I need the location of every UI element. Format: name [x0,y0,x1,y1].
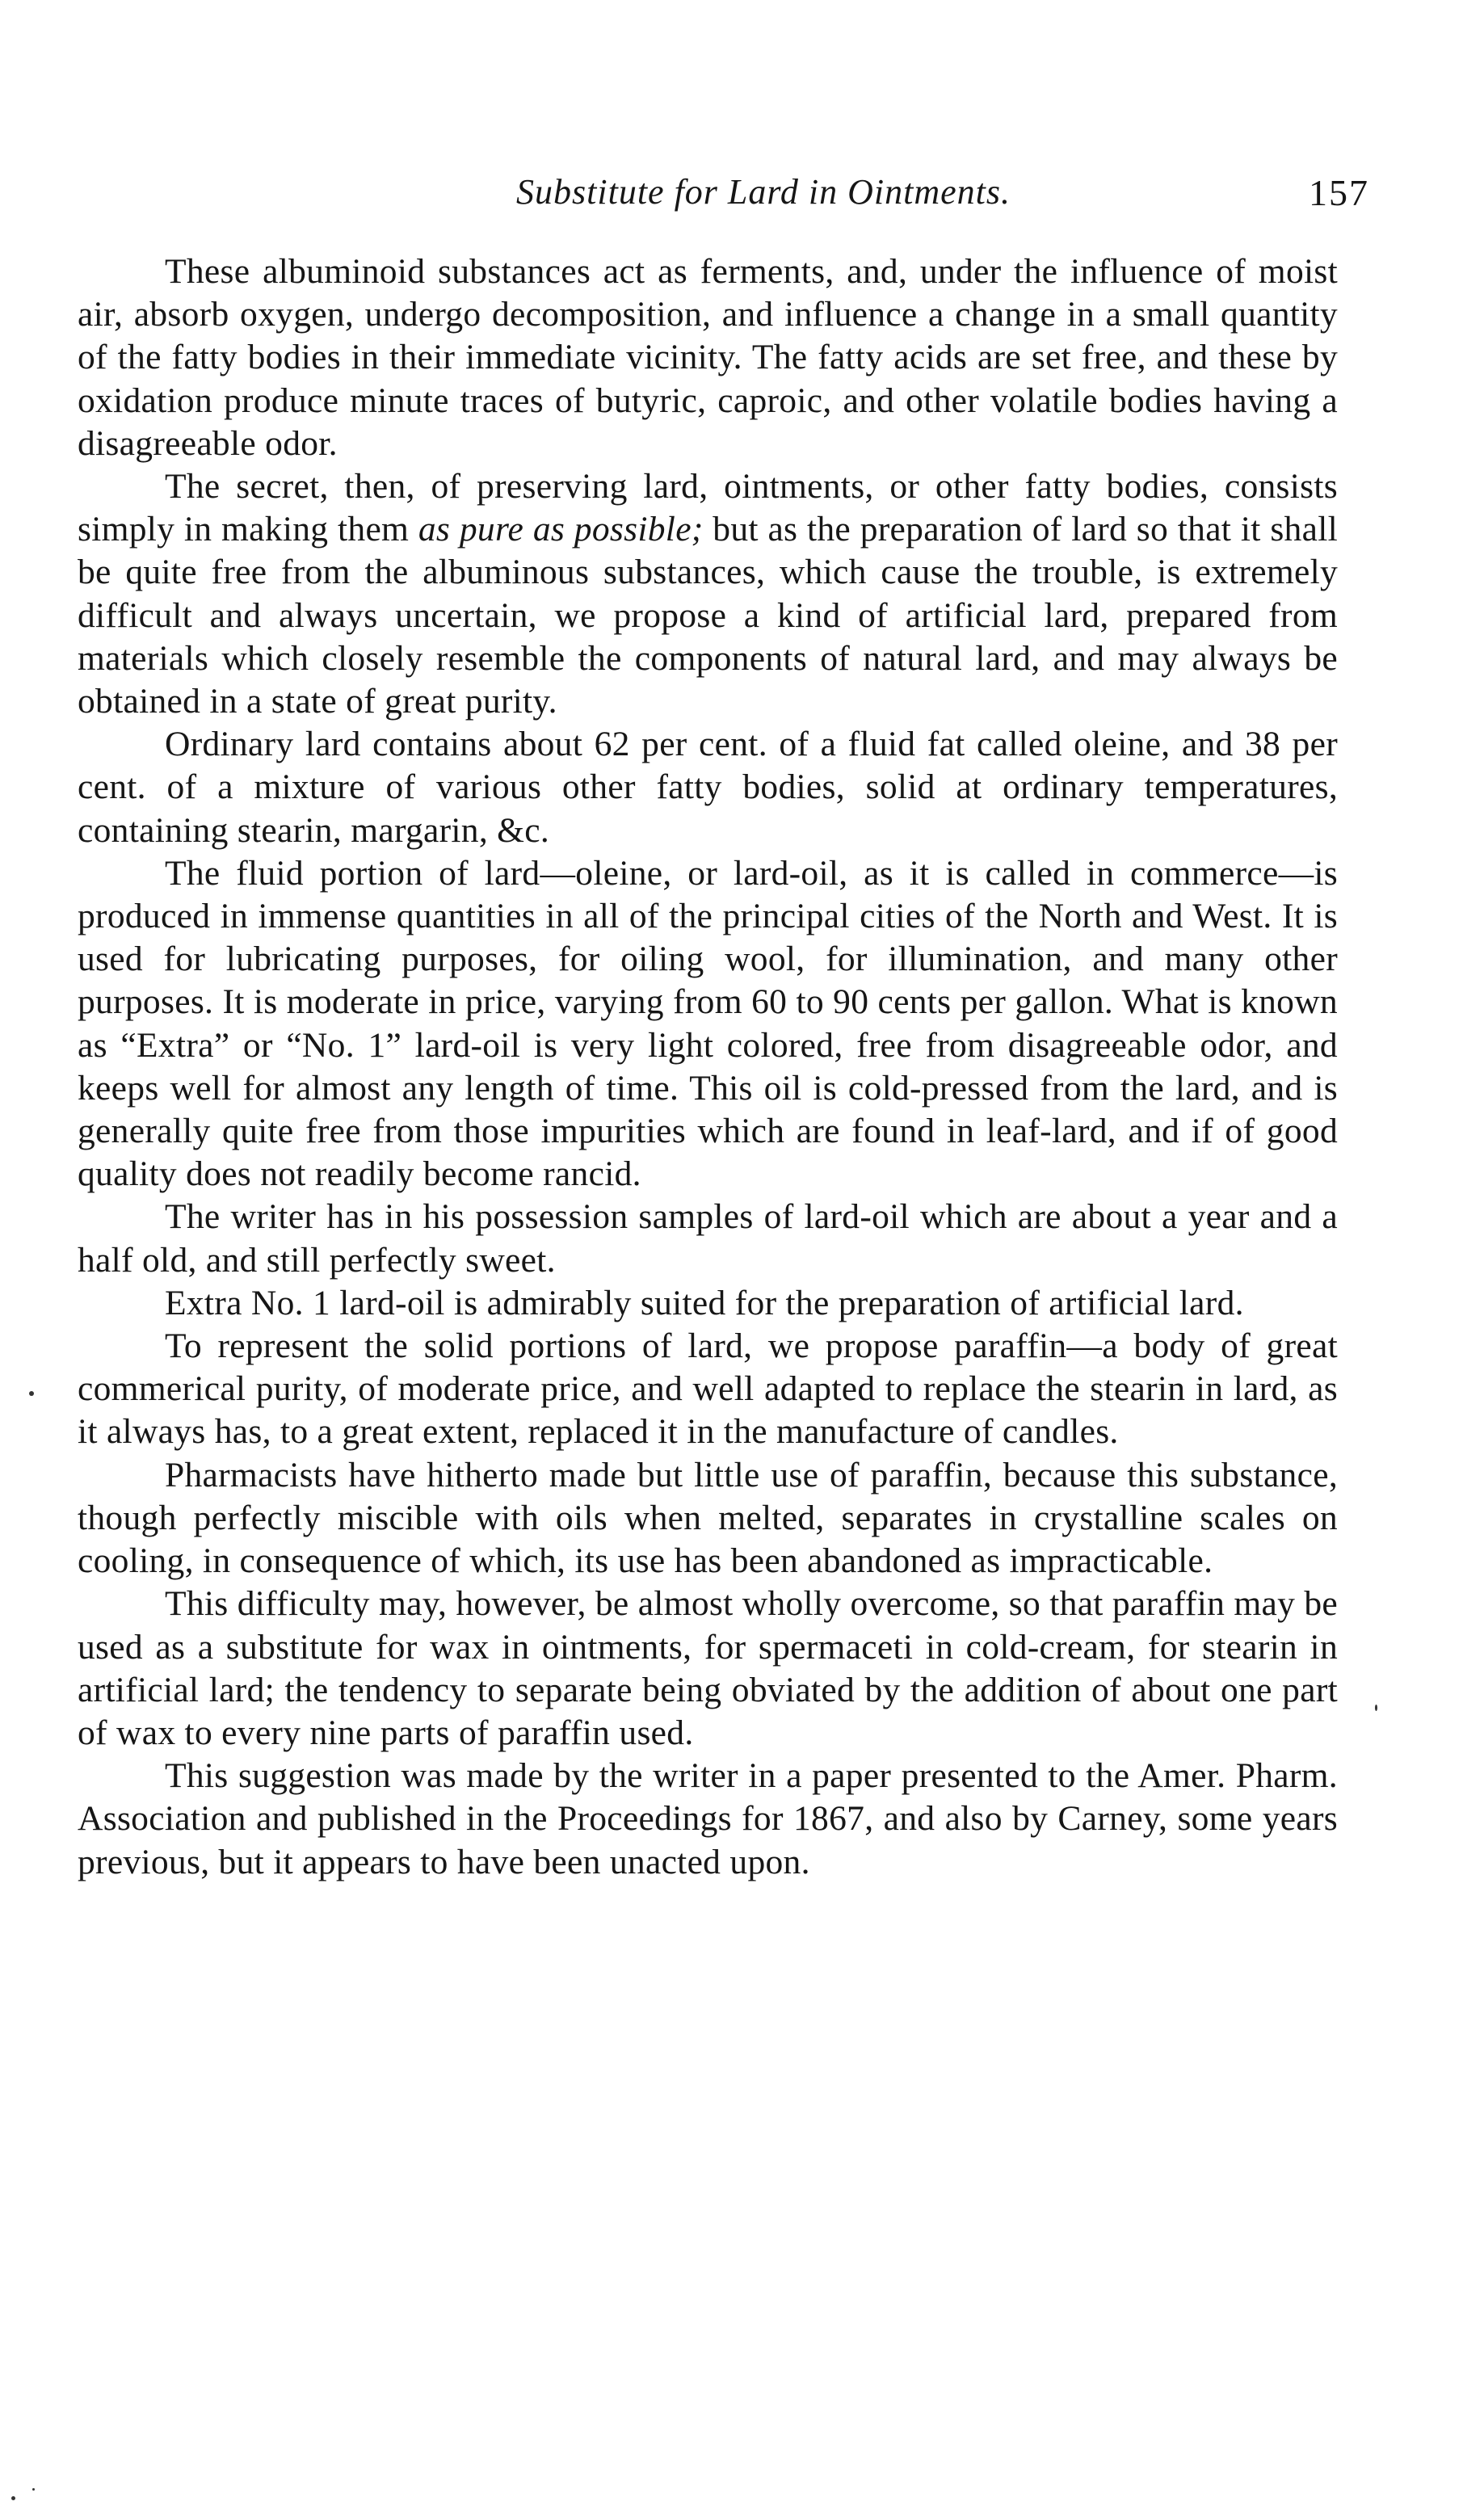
scan-speck [1375,1705,1377,1711]
paragraph-suggestion: This suggestion was made by the writer in a paper presented to the Amer. Pharm. Association and published in the Proceedings for 1867, and also by Carney, some years previous, but it appears to have been unacted upon. [78,1756,1338,1881]
emphasis-pure-as-possible: as pure as possible; [418,510,704,549]
page-number: 157 [1309,172,1369,213]
scan-speck [32,2488,35,2491]
paragraph-preserving-lard [78,465,1338,723]
paragraph-text-after-emphasis: but as the preparation of lard so that it shall be quite free from the albuminous substances, which cause the trouble, is extremely difficult and always uncertain, we propose a kind of artificial lard, prepared from materials which closely resemble the components of natural lard, and may always be obtained in a state of great purity. [78,510,1338,721]
paragraph-extra-no-1: Extra No. 1 lard-oil is admirably suited for the preparation of artificial lard. [165,1283,1244,1322]
paragraph-lard-oil: The fluid portion of lard—oleine, or lard-oil, as it is called in commerce—is produced in immense quantities in all of the principal cities of the North and West. It is used for lubricating purposes, for oiling wool, for illumination, and many other purposes. It is moderate in price, varying from 60 to 90 cents per gallon. What is known as “Extra” or “No. 1” lard-oil is very light colored, free from disagreeable odor, and keeps well for almost any length of time. This oil is cold-pressed from the lard, and is generally quite free from those impurities which are found in leaf-lard, and if of good quality does not readily become rancid. [78,853,1338,1194]
paragraph-paraffin: To represent the solid portions of lard, we propose paraffin—a body of great commerical purity, of moderate price, and well adapted to replace the stearin in lard, as it always has, to a great extent, replaced it in the manufacture of candles. [78,1326,1338,1452]
running-title: Substitute for Lard in Ointments. [516,172,1011,212]
paragraph-text-before-emphasis: The secret, then, of preserving lard, ointments, or other fatty bodies, consists simply in making them [78,467,1338,549]
running-head [158,171,1369,236]
paragraph-samples: The writer has in his possession samples of lard-oil which are about a year and a half old, and still perfectly sweet. [78,1197,1338,1280]
paragraph-ordinary-lard: Ordinary lard contains about 62 per cent. of a fluid fat called oleine, and 38 per cent. of a mixture of various other fatty bodies, solid at ordinary temperatures, containing stearin, margarin, &c. [78,725,1338,850]
scan-speck [11,2496,15,2500]
scan-speck [29,1391,34,1396]
body-text [78,250,1338,1884]
paragraph-difficulty: This difficulty may, however, be almost wholly overcome, so that paraffin may be used as a substitute for wax in ointments, for spermaceti in cold-cream, for stearin in artificial lard; the tendency to separate being obviated by the addition of about one part of wax to every nine parts of paraffin used. [78,1584,1338,1752]
paragraph-pharmacists: Pharmacists have hitherto made but little use of paraffin, because this substance, though perfectly miscible with oils when melted, separates in crystalline scales on cooling, in consequence of which, its use has been abandoned as impracticable. [78,1455,1338,1581]
paragraph-albuminoid-ferments: These albuminoid substances act as ferments, and, under the influence of moist air, absorb oxygen, undergo decomposition, and influence a change in a small quantity of the fatty bodies in their immediate vicinity. The fatty acids are set free, and these by oxidation produce minute traces of butyric, caproic, and other volatile bodies having a disagreeable odor. [78,252,1338,463]
